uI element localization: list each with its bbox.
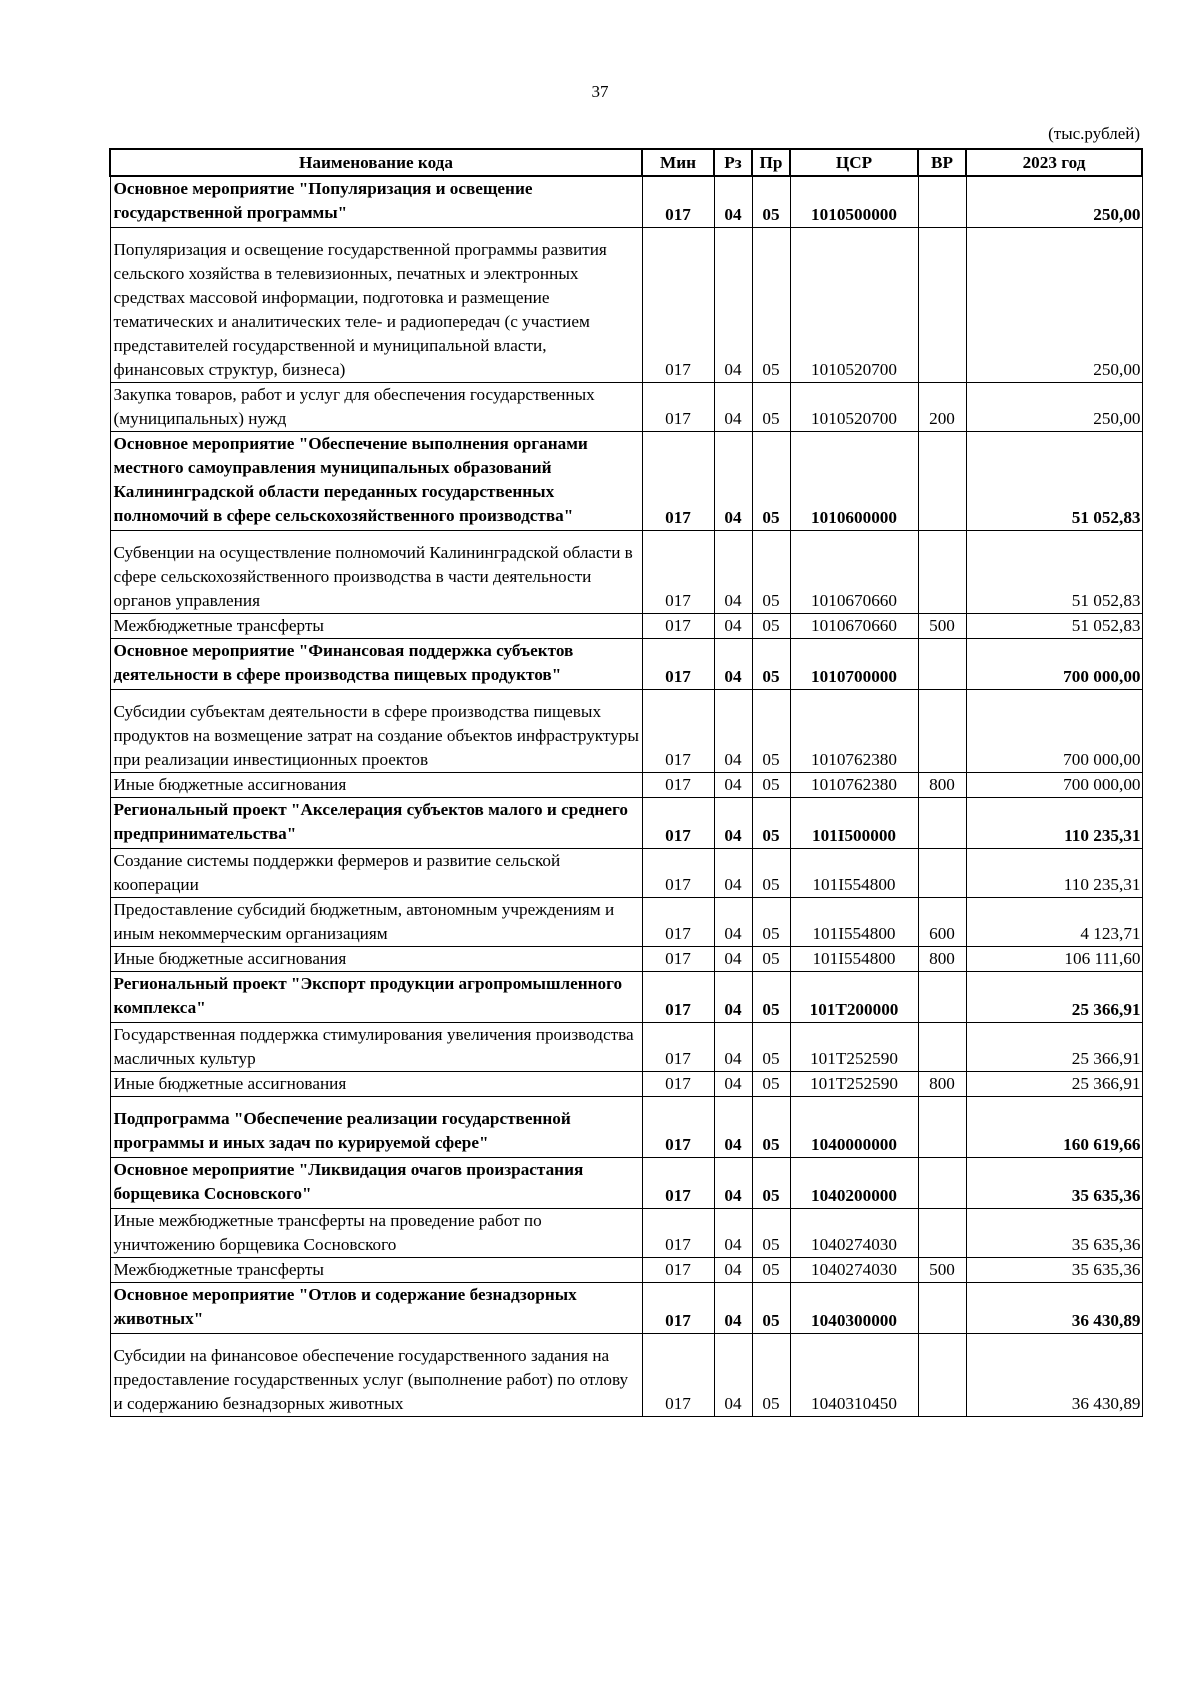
header-min: Мин: [642, 149, 714, 176]
cell-name: Иные бюджетные ассигнования: [110, 947, 642, 972]
cell-min: 017: [642, 1334, 714, 1417]
budget-table: [109, 148, 1143, 1417]
cell-csr: 101I554800: [790, 898, 918, 947]
cell-vr: 800: [918, 947, 966, 972]
units-label: (тыс.рублей): [1048, 124, 1140, 143]
cell-amount: 51 052,83: [966, 432, 1142, 531]
cell-rz: 04: [714, 773, 752, 798]
header-csr: ЦСР: [790, 149, 918, 176]
cell-amount: 700 000,00: [966, 690, 1142, 773]
cell-name: Создание системы поддержки фермеров и развитие сельской кооперации: [110, 849, 642, 898]
cell-name: Субсидии субъектам деятельности в сфере производства пищевых продуктов на возмещение затрат на создание объектов инфраструктуры при реализации инвестиционных проектов: [110, 690, 642, 773]
header-year: 2023 год: [966, 149, 1142, 176]
cell-csr: 1010762380: [790, 773, 918, 798]
cell-csr: 1010670660: [790, 614, 918, 639]
table-row: [110, 1158, 1142, 1209]
cell-name: Закупка товаров, работ и услуг для обеспечения государственных (муниципальных) нужд: [110, 383, 642, 432]
table-row: [110, 1097, 1142, 1158]
cell-rz: 04: [714, 1283, 752, 1334]
cell-pr: 05: [752, 614, 790, 639]
cell-csr: 1010700000: [790, 639, 918, 690]
cell-pr: 05: [752, 639, 790, 690]
cell-amount: 36 430,89: [966, 1283, 1142, 1334]
cell-vr: [918, 690, 966, 773]
cell-min: 017: [642, 432, 714, 531]
cell-vr: [918, 228, 966, 383]
cell-name: Государственная поддержка стимулирования увеличения производства масличных культур: [110, 1023, 642, 1072]
cell-vr: 500: [918, 1258, 966, 1283]
cell-amount: 36 430,89: [966, 1334, 1142, 1417]
cell-min: 017: [642, 531, 714, 614]
cell-pr: 05: [752, 947, 790, 972]
cell-pr: 05: [752, 690, 790, 773]
cell-min: 017: [642, 1258, 714, 1283]
cell-min: 017: [642, 898, 714, 947]
cell-rz: 04: [714, 1158, 752, 1209]
cell-min: 017: [642, 639, 714, 690]
cell-csr: 1040300000: [790, 1283, 918, 1334]
cell-amount: 51 052,83: [966, 614, 1142, 639]
cell-pr: 05: [752, 228, 790, 383]
cell-amount: 110 235,31: [966, 849, 1142, 898]
cell-rz: 04: [714, 1072, 752, 1097]
cell-csr: 101I554800: [790, 849, 918, 898]
table-row: [110, 228, 1142, 383]
header-name: Наименование кода: [110, 149, 642, 176]
cell-rz: 04: [714, 614, 752, 639]
header-rz: Рз: [714, 149, 752, 176]
cell-amount: 25 366,91: [966, 972, 1142, 1023]
cell-min: 017: [642, 773, 714, 798]
cell-pr: 05: [752, 1072, 790, 1097]
cell-min: 017: [642, 228, 714, 383]
cell-pr: 05: [752, 849, 790, 898]
cell-min: 017: [642, 1023, 714, 1072]
cell-csr: 1010600000: [790, 432, 918, 531]
cell-rz: 04: [714, 531, 752, 614]
cell-csr: 1010520700: [790, 228, 918, 383]
cell-name: Основное мероприятие "Отлов и содержание безнадзорных животных": [110, 1283, 642, 1334]
cell-pr: 05: [752, 1158, 790, 1209]
page-number: 37: [591, 82, 609, 101]
cell-csr: 1010520700: [790, 383, 918, 432]
cell-name: Предоставление субсидий бюджетным, автономным учреждениям и иным некоммерческим организациям: [110, 898, 642, 947]
cell-vr: [918, 531, 966, 614]
cell-min: 017: [642, 849, 714, 898]
table-row: [110, 639, 1142, 690]
cell-vr: [918, 432, 966, 531]
cell-pr: 05: [752, 798, 790, 849]
cell-amount: 250,00: [966, 176, 1142, 228]
cell-name: Субсидии на финансовое обеспечение государственного задания на предоставление государственных услуг (выполнение работ) по отлову и содержанию безнадзорных животных: [110, 1334, 642, 1417]
cell-min: 017: [642, 1209, 714, 1258]
cell-rz: 04: [714, 1097, 752, 1158]
cell-csr: 1040274030: [790, 1258, 918, 1283]
table-row: [110, 176, 1142, 228]
cell-min: 017: [642, 972, 714, 1023]
cell-amount: 106 111,60: [966, 947, 1142, 972]
cell-csr: 101I500000: [790, 798, 918, 849]
table-row: [110, 972, 1142, 1023]
cell-rz: 04: [714, 1023, 752, 1072]
cell-name: Региональный проект "Экспорт продукции агропромышленного комплекса": [110, 972, 642, 1023]
table-row: [110, 947, 1142, 972]
header-vr: ВР: [918, 149, 966, 176]
cell-amount: 35 635,36: [966, 1209, 1142, 1258]
cell-amount: 700 000,00: [966, 773, 1142, 798]
cell-vr: [918, 1097, 966, 1158]
cell-rz: 04: [714, 176, 752, 228]
cell-pr: 05: [752, 1334, 790, 1417]
cell-csr: 101T200000: [790, 972, 918, 1023]
cell-name: Иные межбюджетные трансферты на проведение работ по уничтожению борщевика Сосновского: [110, 1209, 642, 1258]
cell-rz: 04: [714, 228, 752, 383]
cell-csr: 101I554800: [790, 947, 918, 972]
cell-amount: 25 366,91: [966, 1023, 1142, 1072]
cell-name: Иные бюджетные ассигнования: [110, 1072, 642, 1097]
cell-vr: [918, 639, 966, 690]
cell-name: Межбюджетные трансферты: [110, 614, 642, 639]
table-row: [110, 1072, 1142, 1097]
cell-pr: 05: [752, 1097, 790, 1158]
cell-name: Основное мероприятие "Финансовая поддержка субъектов деятельности в сфере производства пищевых продуктов": [110, 639, 642, 690]
cell-amount: 35 635,36: [966, 1258, 1142, 1283]
table-row: [110, 1258, 1142, 1283]
cell-pr: 05: [752, 1209, 790, 1258]
cell-min: 017: [642, 1072, 714, 1097]
cell-min: 017: [642, 798, 714, 849]
cell-vr: 500: [918, 614, 966, 639]
cell-amount: 700 000,00: [966, 639, 1142, 690]
cell-rz: 04: [714, 1334, 752, 1417]
cell-amount: 160 619,66: [966, 1097, 1142, 1158]
cell-name: Основное мероприятие "Ликвидация очагов произрастания борщевика Сосновского": [110, 1158, 642, 1209]
cell-min: 017: [642, 176, 714, 228]
cell-pr: 05: [752, 1023, 790, 1072]
cell-pr: 05: [752, 176, 790, 228]
cell-vr: [918, 1283, 966, 1334]
cell-name: Региональный проект "Акселерация субъектов малого и среднего предпринимательства": [110, 798, 642, 849]
cell-pr: 05: [752, 432, 790, 531]
table-row: [110, 1334, 1142, 1417]
cell-pr: 05: [752, 773, 790, 798]
cell-min: 017: [642, 1283, 714, 1334]
cell-rz: 04: [714, 383, 752, 432]
cell-rz: 04: [714, 1209, 752, 1258]
cell-vr: 800: [918, 1072, 966, 1097]
cell-csr: 101T252590: [790, 1023, 918, 1072]
cell-csr: 1040274030: [790, 1209, 918, 1258]
cell-name: Субвенции на осуществление полномочий Калининградской области в сфере сельскохозяйственного производства в части деятельности органов управления: [110, 531, 642, 614]
header-pr: Пр: [752, 149, 790, 176]
cell-rz: 04: [714, 972, 752, 1023]
cell-pr: 05: [752, 383, 790, 432]
table-row: [110, 383, 1142, 432]
cell-vr: [918, 798, 966, 849]
cell-rz: 04: [714, 798, 752, 849]
cell-min: 017: [642, 1097, 714, 1158]
cell-amount: 4 123,71: [966, 898, 1142, 947]
cell-name: Подпрограмма "Обеспечение реализации государственной программы и иных задач по курируемой сфере": [110, 1097, 642, 1158]
cell-name: Основное мероприятие "Популяризация и освещение государственной программы": [110, 176, 642, 228]
cell-amount: 250,00: [966, 383, 1142, 432]
cell-min: 017: [642, 383, 714, 432]
cell-amount: 250,00: [966, 228, 1142, 383]
table-row: [110, 1023, 1142, 1072]
cell-vr: [918, 176, 966, 228]
cell-csr: 1040310450: [790, 1334, 918, 1417]
cell-vr: 200: [918, 383, 966, 432]
cell-name: Основное мероприятие "Обеспечение выполнения органами местного самоуправления муниципальных образований Калининградской области переданных государственных полномочий в сфере сельскохозяйственного производства": [110, 432, 642, 531]
table-row: [110, 898, 1142, 947]
cell-csr: 1010762380: [790, 690, 918, 773]
cell-min: 017: [642, 614, 714, 639]
table-row: [110, 1209, 1142, 1258]
cell-rz: 04: [714, 898, 752, 947]
table-body: [110, 176, 1142, 1417]
cell-vr: [918, 1334, 966, 1417]
cell-pr: 05: [752, 1258, 790, 1283]
table-row: [110, 1283, 1142, 1334]
cell-vr: 600: [918, 898, 966, 947]
table-row: [110, 849, 1142, 898]
cell-pr: 05: [752, 898, 790, 947]
table-row: [110, 614, 1142, 639]
cell-name: Межбюджетные трансферты: [110, 1258, 642, 1283]
cell-vr: [918, 849, 966, 898]
cell-pr: 05: [752, 531, 790, 614]
cell-rz: 04: [714, 1258, 752, 1283]
table-row: [110, 531, 1142, 614]
table-row: [110, 798, 1142, 849]
table-row: [110, 690, 1142, 773]
cell-rz: 04: [714, 849, 752, 898]
cell-min: 017: [642, 947, 714, 972]
cell-vr: 800: [918, 773, 966, 798]
cell-csr: 1040200000: [790, 1158, 918, 1209]
cell-rz: 04: [714, 639, 752, 690]
cell-vr: [918, 1023, 966, 1072]
cell-vr: [918, 1209, 966, 1258]
cell-rz: 04: [714, 690, 752, 773]
cell-name: Популяризация и освещение государственной программы развития сельского хозяйства в телевизионных, печатных и электронных средствах массовой информации, подготовка и размещение тематических и аналитических теле- и радиопередач (с участием представителей государственной и муниципальной власти, финансовых структур, бизнеса): [110, 228, 642, 383]
cell-pr: 05: [752, 1283, 790, 1334]
cell-amount: 35 635,36: [966, 1158, 1142, 1209]
cell-min: 017: [642, 1158, 714, 1209]
table-row: [110, 432, 1142, 531]
cell-csr: 1040000000: [790, 1097, 918, 1158]
cell-min: 017: [642, 690, 714, 773]
cell-amount: 110 235,31: [966, 798, 1142, 849]
cell-csr: 101T252590: [790, 1072, 918, 1097]
cell-amount: 51 052,83: [966, 531, 1142, 614]
cell-amount: 25 366,91: [966, 1072, 1142, 1097]
cell-name: Иные бюджетные ассигнования: [110, 773, 642, 798]
cell-rz: 04: [714, 947, 752, 972]
cell-rz: 04: [714, 432, 752, 531]
cell-vr: [918, 1158, 966, 1209]
cell-csr: 1010670660: [790, 531, 918, 614]
cell-pr: 05: [752, 972, 790, 1023]
cell-csr: 1010500000: [790, 176, 918, 228]
table-row: [110, 773, 1142, 798]
table-header-row: [110, 149, 1142, 176]
cell-vr: [918, 972, 966, 1023]
